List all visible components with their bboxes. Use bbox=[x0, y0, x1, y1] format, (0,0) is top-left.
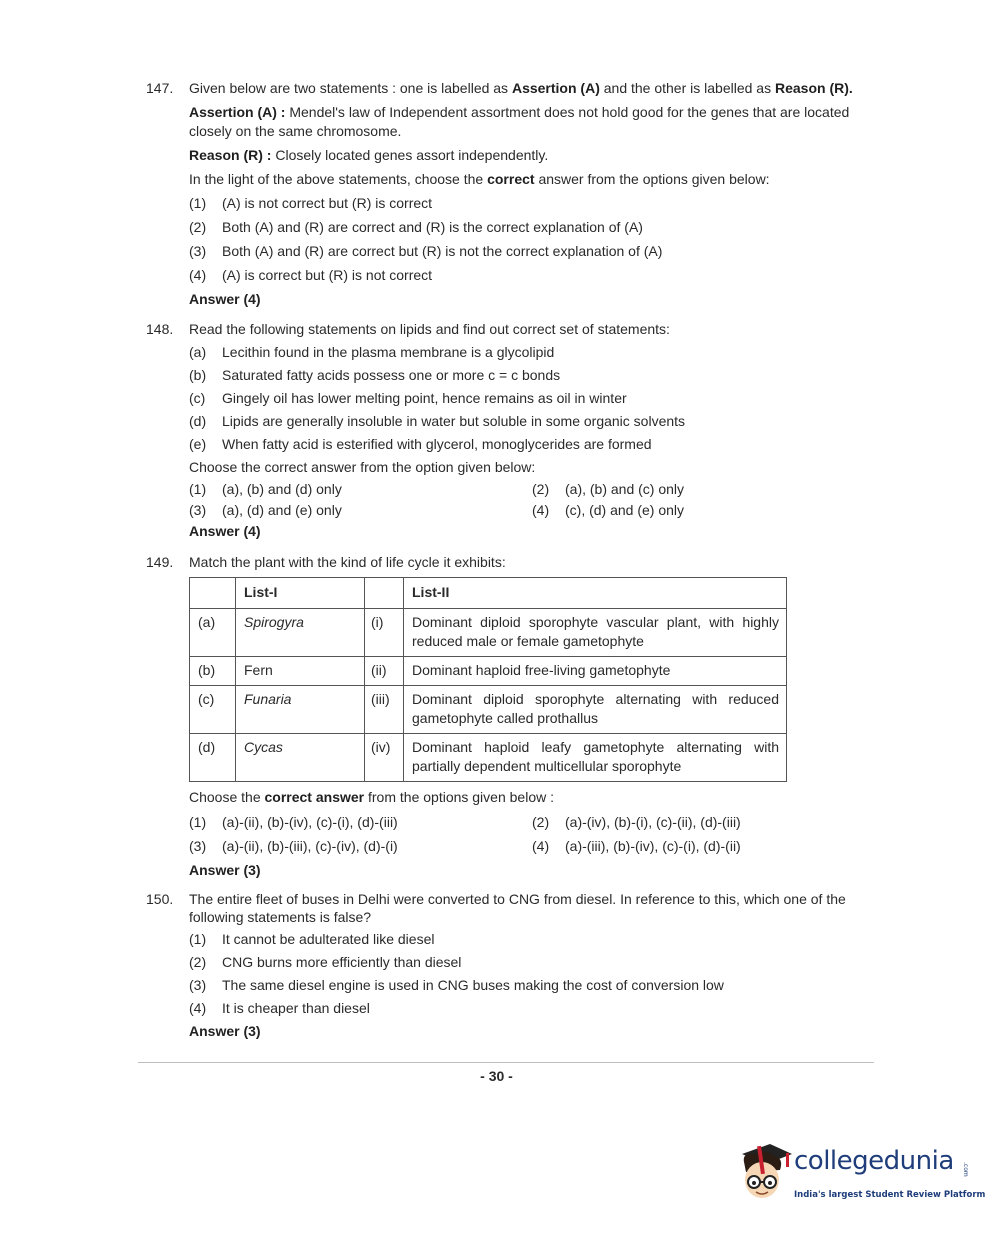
question-intro: The entire fleet of buses in Delhi were converted to CNG from diesel. In reference to this, which one of the following statements is false? bbox=[189, 891, 846, 925]
question-number: 150. bbox=[146, 891, 174, 907]
statement-c: (c) Gingely oil has lower melting point, hence remains as oil in winter bbox=[189, 390, 627, 406]
answer: Answer (3) bbox=[189, 1023, 261, 1039]
option-2: (2) CNG burns more efficiently than diesel bbox=[189, 954, 462, 970]
statement-a: (a) Lecithin found in the plasma membrane is a glycolipid bbox=[189, 344, 555, 360]
statement-b: (b) Saturated fatty acids possess one or more c = c bonds bbox=[189, 367, 561, 383]
page-number: - 30 - bbox=[480, 1068, 513, 1084]
option-3: (3) The same diesel engine is used in CNG buses making the cost of conversion low bbox=[189, 977, 724, 993]
option-2: (2) Both (A) and (R) are correct and (R) is the correct explanation of (A) bbox=[189, 219, 643, 235]
answer: Answer (4) bbox=[189, 291, 261, 307]
question-149 bbox=[146, 553, 876, 880]
list1-header: List-I bbox=[236, 578, 365, 609]
question-147 bbox=[146, 79, 876, 309]
option-3: (3) (a)-(ii), (b)-(iii), (c)-(iv), (d)-(i) bbox=[189, 838, 398, 854]
question-number: 147. bbox=[146, 80, 174, 96]
question-prompt: Choose the correct answer from the options given below : bbox=[189, 789, 554, 805]
option-1: (1) It cannot be adulterated like diesel bbox=[189, 931, 435, 947]
option-4: (4) It is cheaper than diesel bbox=[189, 1000, 370, 1016]
table-row: (d) Cycas (iv) Dominant haploid leafy gametophyte alternating with partially dependent multicellular sporophyte bbox=[190, 734, 787, 782]
match-table bbox=[189, 577, 787, 782]
statement-d: (d) Lipids are generally insoluble in water but soluble in some organic solvents bbox=[189, 413, 686, 429]
option-1: (1) (A) is not correct but (R) is correct bbox=[189, 195, 433, 211]
mascot-icon bbox=[734, 1140, 796, 1212]
answer: Answer (4) bbox=[189, 523, 261, 539]
question-intro: Read the following statements on lipids and find out correct set of statements: bbox=[189, 321, 670, 337]
question-148 bbox=[146, 320, 876, 541]
question-prompt: In the light of the above statements, choose the correct answer from the options given below: bbox=[189, 171, 770, 187]
table-row: (c) Funaria (iii) Dominant diploid sporophyte alternating with reduced gametophyte called prothallus bbox=[190, 686, 787, 734]
question-intro: Match the plant with the kind of life cycle it exhibits: bbox=[189, 554, 506, 570]
question-intro: Given below are two statements : one is labelled as Assertion (A) and the other is labelled as Reason (R). bbox=[189, 80, 853, 96]
option-3: (3) Both (A) and (R) are correct but (R) is not the correct explanation of (A) bbox=[189, 243, 663, 259]
statement-e: (e) When fatty acid is esterified with glycerol, monoglycerides are formed bbox=[189, 436, 652, 452]
question-prompt: Choose the correct answer from the option given below: bbox=[189, 459, 536, 475]
table-row: (a) Spirogyra (i) Dominant diploid sporophyte vascular plant, with highly reduced male or female gametophyte bbox=[190, 609, 787, 657]
option-1: (1) (a), (b) and (d) only bbox=[189, 481, 342, 497]
logo-wordmark: collegedunia bbox=[794, 1146, 954, 1176]
option-2: (2) (a)-(iv), (b)-(i), (c)-(ii), (d)-(iii) bbox=[532, 814, 741, 830]
question-number: 149. bbox=[146, 554, 174, 570]
table-header-row bbox=[190, 578, 787, 609]
option-4: (4) (c), (d) and (e) only bbox=[532, 502, 685, 518]
reason: Reason (R) : Closely located genes assort independently. bbox=[189, 147, 549, 163]
option-4: (4) (a)-(iii), (b)-(iv), (c)-(i), (d)-(ii) bbox=[532, 838, 741, 854]
footer-divider bbox=[138, 1062, 874, 1063]
answer: Answer (3) bbox=[189, 862, 261, 878]
logo-tagline: India's largest Student Review Platform bbox=[794, 1190, 986, 1200]
collegedunia-logo bbox=[734, 1140, 986, 1212]
table-row: (b) Fern (ii) Dominant haploid free-living gametophyte bbox=[190, 657, 787, 686]
option-1: (1) (a)-(ii), (b)-(iv), (c)-(i), (d)-(iii) bbox=[189, 814, 398, 830]
option-2: (2) (a), (b) and (c) only bbox=[532, 481, 685, 497]
question-150 bbox=[146, 890, 876, 1041]
option-3: (3) (a), (d) and (e) only bbox=[189, 502, 342, 518]
list2-header: List-II bbox=[404, 578, 787, 609]
question-number: 148. bbox=[146, 321, 174, 337]
option-4: (4) (A) is correct but (R) is not correct bbox=[189, 267, 433, 283]
assertion: Assertion (A) : Mendel's law of Independent assortment does not hold good for the genes that are located closely on the same chromosome. bbox=[189, 104, 850, 139]
logo-com: .com bbox=[962, 1162, 969, 1177]
